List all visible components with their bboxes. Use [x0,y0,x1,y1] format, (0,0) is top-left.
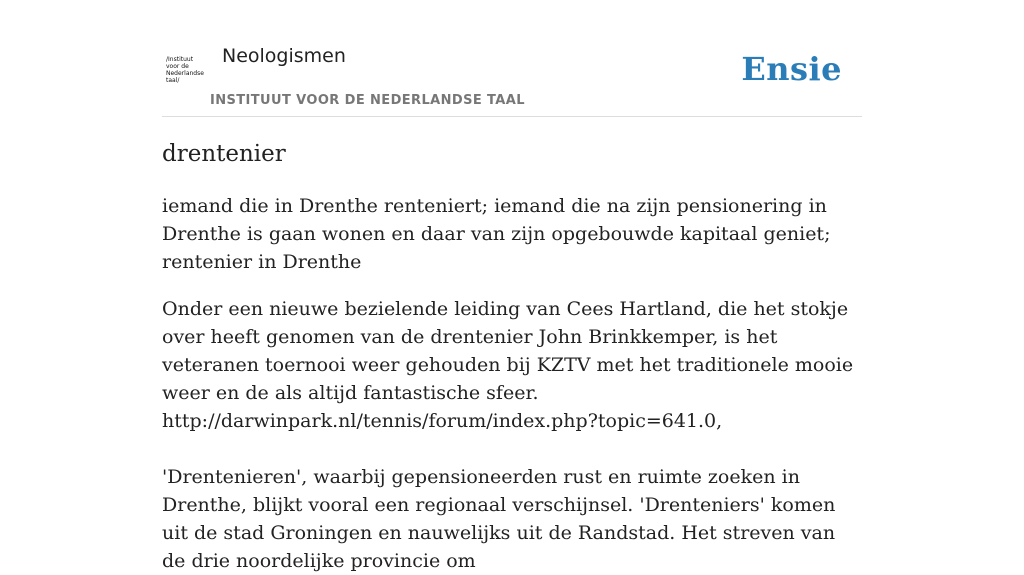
quote-spacer [162,435,862,463]
quote-text: 'Drentenieren', waarbij gepensioneerden rust en ruimte zoeken in Drenthe, blijkt vooral een regionaal verschijnsel. 'Drenteniers' komen uit de stad Groningen en nauwelijks uit de Randstad. Het streven van de drie noordelijke provincie om [162,466,836,572]
entry-definition: iemand die in Drenthe renteniert; iemand die na zijn pensionering in Drenthe is gaan wonen en daar van zijn opgebouwde kapitaal geniet; rentenier in Drenthe [162,195,831,273]
inl-logo[interactable]: /Instituut voor de Nederlandse taal/ [166,56,204,84]
app-title-link[interactable]: Neologismen [222,45,346,67]
quote-text: Onder een nieuwe bezielende leiding van Cees Hartland, die het stokje over heeft genomen van de drentenier John Brinkkemper, is het veteranen toernooi weer gehouden bij KZTV met het traditionele mooie weer en de als altijd fantastische sfeer. [162,298,854,404]
entry-term: drentenier [162,141,286,167]
header [162,0,862,117]
page [162,0,862,572]
org-name: INSTITUUT VOOR DE NEDERLANDSE TAAL [210,93,525,108]
ensie-logo-link[interactable]: Ensie [741,50,842,88]
entry-content [162,136,862,575]
quote-source-link[interactable]: http://darwinpark.nl/tennis/forum/index.php?topic=641.0, [162,410,723,432]
example-quote [162,295,862,575]
